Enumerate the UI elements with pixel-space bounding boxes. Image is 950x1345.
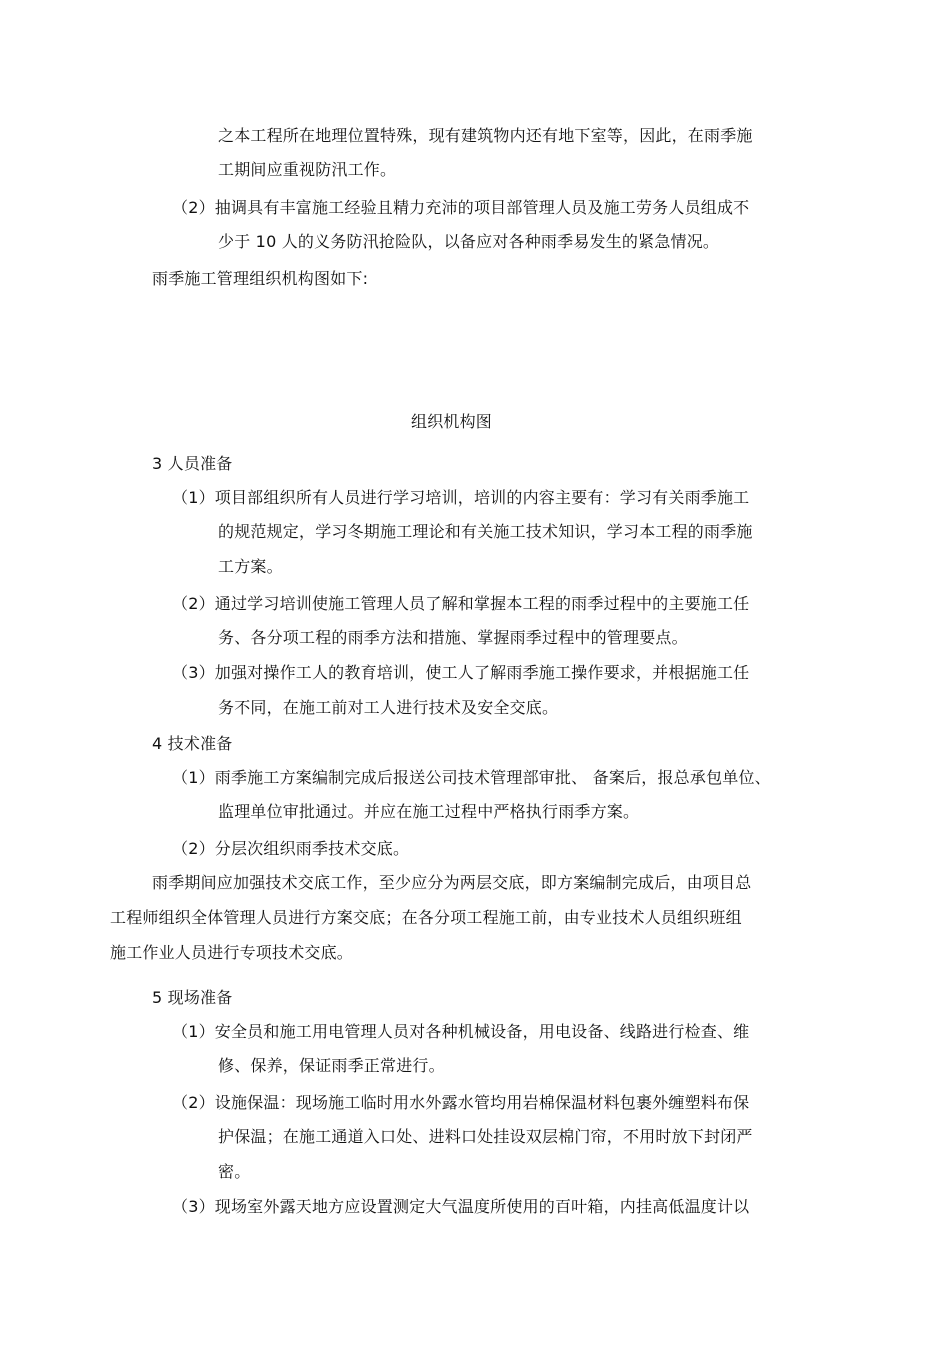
text-line: 护保温；在施工通道入口处、进料口处挂设双层棉门帘，不用时放下封闭严: [218, 1127, 753, 1146]
paragraph-line: 施工作业人员进行专项技术交底。: [110, 943, 354, 962]
text-line: 工方案。: [218, 557, 283, 576]
text-line: 务不同，在施工前对工人进行技术及安全交底。: [218, 698, 559, 717]
text-line: 的规范规定，学习冬期施工理论和有关施工技术知识，学习本工程的雨季施: [218, 522, 753, 541]
numbered-item: （3）加强对操作工人的教育培训，使工人了解雨季施工操作要求，并根据施工任: [172, 663, 750, 682]
text-line: 雨季施工管理组织机构图如下:: [152, 269, 369, 288]
text-line: 务、各分项工程的雨季方法和措施、掌握雨季过程中的管理要点。: [218, 628, 688, 647]
section-heading: 5 现场准备: [152, 988, 233, 1007]
paragraph-line: 工程师组织全体管理人员进行方案交底；在各分项工程施工前，由专业技术人员组织班组: [110, 908, 742, 927]
numbered-item: （1）项目部组织所有人员进行学习培训，培训的内容主要有：学习有关雨季施工: [172, 488, 750, 507]
text-line: 监理单位审批通过。并应在施工过程中严格执行雨季方案。: [218, 802, 640, 821]
text-line: 工期间应重视防汛工作。: [218, 160, 397, 179]
section-heading: 4 技术准备: [152, 734, 233, 753]
numbered-item: （2）通过学习培训使施工管理人员了解和掌握本工程的雨季过程中的主要施工任: [172, 594, 750, 613]
text-line: 少于 10 人的义务防汛抢险队，以备应对各种雨季易发生的紧急情况。: [218, 232, 720, 251]
figure-caption: 组织机构图: [411, 412, 493, 431]
numbered-item: （2）抽调具有丰富施工经验且精力充沛的项目部管理人员及施工劳务人员组成不: [172, 198, 750, 217]
numbered-item: （2）设施保温：现场施工临时用水外露水管均用岩棉保温材料包裹外缠塑料布保: [172, 1093, 750, 1112]
numbered-item: （1）安全员和施工用电管理人员对各种机械设备，用电设备、线路进行检查、维: [172, 1022, 750, 1041]
numbered-item: （2）分层次组织雨季技术交底。: [172, 839, 410, 858]
text-line: 修、保养，保证雨季正常进行。: [218, 1056, 445, 1075]
numbered-item: （3）现场室外露天地方应设置测定大气温度所使用的百叶箱，内挂高低温度计以: [172, 1197, 750, 1216]
section-heading: 3 人员准备: [152, 454, 233, 473]
text-line: 密。: [218, 1162, 251, 1181]
paragraph-line: 雨季期间应加强技术交底工作，至少应分为两层交底，即方案编制完成后，由项目总: [152, 873, 752, 892]
numbered-item: （1）雨季施工方案编制完成后报送公司技术管理部审批、 备案后，报总承包单位、: [172, 768, 771, 787]
text-line: 之本工程所在地理位置特殊，现有建筑物内还有地下室等，因此，在雨季施: [218, 126, 753, 145]
